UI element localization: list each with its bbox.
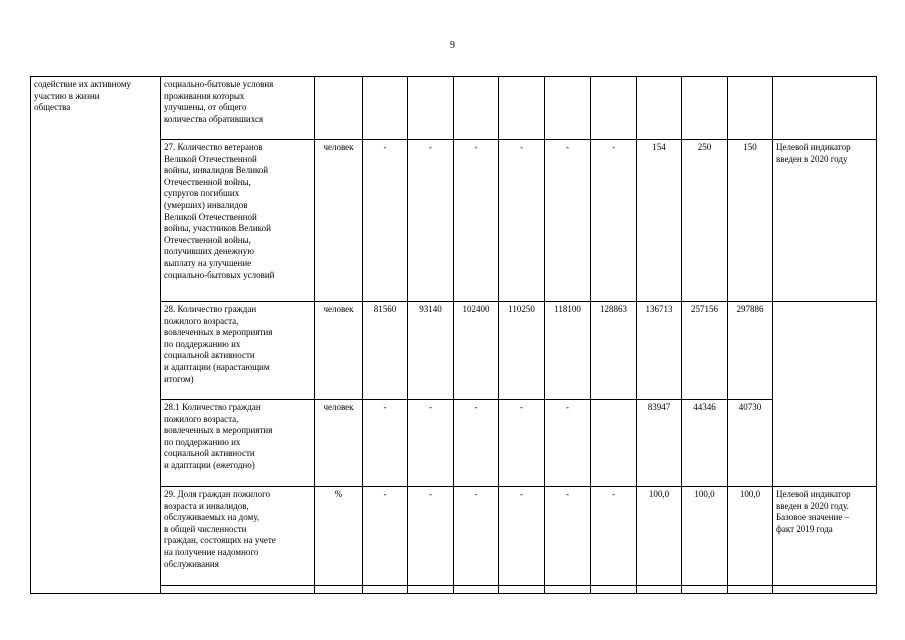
indicator-name-cell: [161, 140, 315, 302]
value-cell: [637, 77, 682, 140]
value-cell: 100,0: [637, 487, 682, 586]
value-cell: -: [545, 487, 591, 586]
value-cell: -: [408, 487, 454, 586]
empty-cell: [773, 586, 877, 594]
indicator-name-cell: [161, 487, 315, 586]
note-cell: [773, 302, 877, 487]
value-cell: -: [499, 400, 545, 487]
value-cell: 150: [728, 140, 773, 302]
indicator-name: 28.1 Количество граждан пожилого возраста, вовлеченных в мероприятия по поддержанию их социальной активности и адаптации (ежегодно): [164, 402, 273, 470]
empty-cell: [161, 586, 315, 594]
value-cell: [591, 77, 637, 140]
indicator-name: социально-бытовые условия проживания которых улучшены, от общего количества обратившихся: [164, 79, 274, 124]
value-cell: [545, 77, 591, 140]
value-cell: -: [408, 140, 454, 302]
empty-cell: [499, 586, 545, 594]
value-cell: -: [591, 487, 637, 586]
value-cell: [363, 77, 408, 140]
note-text: Целевой индикатор введен в 2020 году: [776, 142, 851, 164]
unit-cell: человек: [315, 302, 363, 400]
value-cell: -: [363, 140, 408, 302]
empty-cell: [591, 586, 637, 594]
value-cell: 110250: [499, 302, 545, 400]
group-label: содействие их активному участию в жизни общества: [34, 79, 132, 113]
value-cell: -: [363, 400, 408, 487]
value-cell: 83947: [637, 400, 682, 487]
unit-cell: человек: [315, 140, 363, 302]
note-text: Целевой индикатор введен в 2020 году. Базовое значение – факт 2019 года: [776, 489, 851, 534]
empty-cell: [545, 586, 591, 594]
value-cell: 100,0: [728, 487, 773, 586]
value-cell: 100,0: [682, 487, 728, 586]
empty-cell: [363, 586, 408, 594]
unit-cell: [315, 77, 363, 140]
value-cell: [682, 77, 728, 140]
value-cell: 250: [682, 140, 728, 302]
value-cell: [591, 400, 637, 487]
empty-cell: [315, 586, 363, 594]
indicator-name: 29. Доля граждан пожилого возраста и инвалидов, обслуживаемых на дому, в общей численности граждан, состоящих на учете на получение надомного обслуживания: [164, 489, 276, 569]
group-label-cell: [31, 77, 161, 594]
value-cell: 154: [637, 140, 682, 302]
table-row-continued: [31, 77, 877, 140]
value-cell: [454, 77, 499, 140]
value-cell: -: [454, 400, 499, 487]
empty-cell: [682, 586, 728, 594]
indicators-table: [30, 76, 877, 594]
empty-cell: [728, 586, 773, 594]
unit-cell: человек: [315, 400, 363, 487]
value-cell: -: [545, 140, 591, 302]
indicator-name-cell: [161, 400, 315, 487]
value-cell: 128863: [591, 302, 637, 400]
value-cell: [728, 77, 773, 140]
indicator-name-cell: [161, 302, 315, 400]
value-cell: -: [499, 487, 545, 586]
unit-cell: %: [315, 487, 363, 586]
value-cell: [499, 77, 545, 140]
page-number: 9: [450, 40, 455, 51]
value-cell: 257156: [682, 302, 728, 400]
value-cell: [408, 77, 454, 140]
value-cell: 297886: [728, 302, 773, 400]
note-cell: [773, 487, 877, 586]
value-cell: 118100: [545, 302, 591, 400]
value-cell: 136713: [637, 302, 682, 400]
empty-cell: [408, 586, 454, 594]
value-cell: 81560: [363, 302, 408, 400]
value-cell: 93140: [408, 302, 454, 400]
empty-cell: [637, 586, 682, 594]
value-cell: -: [363, 487, 408, 586]
indicator-name: 28. Количество граждан пожилого возраста, вовлеченных в мероприятия по поддержанию их социальной активности и адаптации (нарастающим итогом): [164, 304, 273, 384]
value-cell: -: [454, 140, 499, 302]
value-cell: -: [454, 487, 499, 586]
empty-cell: [454, 586, 499, 594]
value-cell: -: [408, 400, 454, 487]
indicator-name-cell: [161, 77, 315, 140]
value-cell: 44346: [682, 400, 728, 487]
indicator-name: 27. Количество ветеранов Великой Отечественной войны, инвалидов Великой Отечественной войны, супругов погибших (умерших) инвалидов Великой Отечественной войны, участников Великой Отечественной войны, получивших денежную выплату на улучшение социально-бытовых условий: [164, 142, 275, 280]
value-cell: 40730: [728, 400, 773, 487]
note-cell: [773, 77, 877, 140]
value-cell: -: [499, 140, 545, 302]
value-cell: 102400: [454, 302, 499, 400]
value-cell: -: [545, 400, 591, 487]
note-cell: [773, 140, 877, 302]
value-cell: -: [591, 140, 637, 302]
